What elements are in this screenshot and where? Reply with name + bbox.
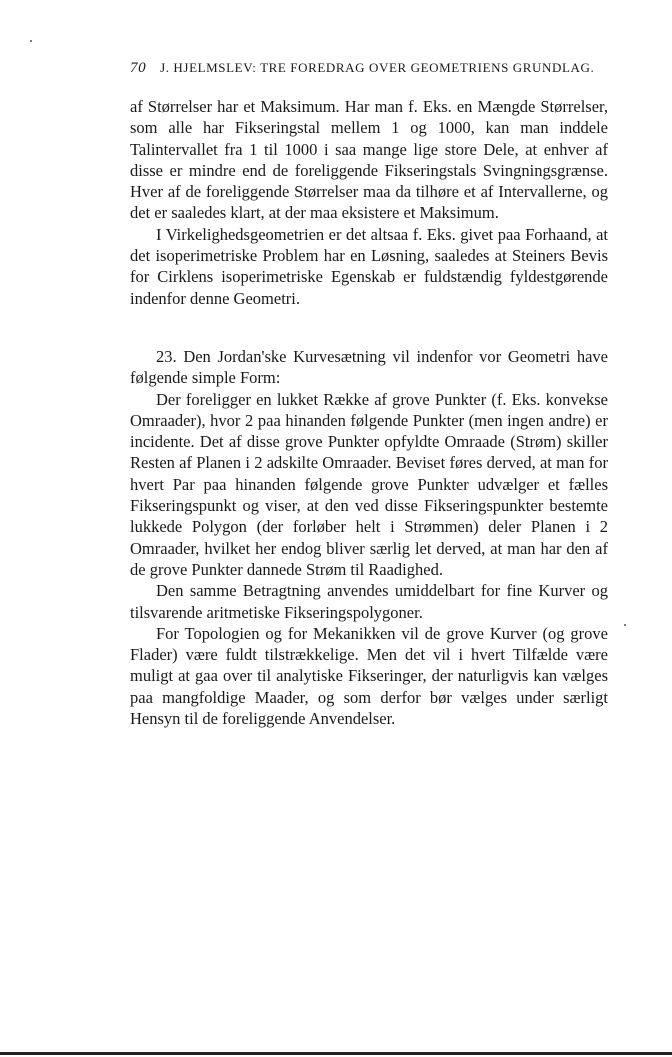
- paragraph: Den samme Betragtning anvendes umiddelbart for fine Kurver og tilsvarende aritmetiske Fikseringspolygoner.: [130, 581, 608, 622]
- scan-speck: [624, 624, 626, 626]
- paragraph: af Størrelser har et Maksimum. Har man f. Eks. en Mængde Størrelser, som alle har Fikseringstal mellem 1 og 1000, kan man inddele Talintervallet fra 1 til 1000 i saa mange lige store Dele, at enhver af disse er mindre end de foreliggende Fikseringstals Svingningsgrænse. Hver af de foreliggende Størrelser maa da tilhøre et af Intervallerne, og det er saaledes klart, at der maa eksistere et Maksimum.: [130, 97, 608, 223]
- paragraph: I Virkelighedsgeometrien er det altsaa f. Eks. givet paa Forhaand, at det isoperimetriske Problem har en Løsning, saaledes at Steiners Bevis for Cirklens isoperimetriske Egenskab er fuldstændig fyldestgørende indenfor denne Geometri.: [130, 224, 608, 308]
- scan-edge-rule: [0, 1052, 672, 1055]
- scan-speck: [30, 40, 32, 42]
- section-heading-paragraph: 23. Den Jordan'ske Kurvesætning vil indenfor vor Geometri have følgende simple Form:: [130, 347, 608, 388]
- page-header: [130, 60, 610, 82]
- text-block-top: [130, 96, 608, 309]
- paragraph: For Topologien og for Mekanikken vil de grove Kurver (og grove Flader) være fuldt tilstrækkelige. Men det vil i hvert Tilfælde være muligt at gaa over til analytiske Fikseringer, der naturligvis kan vælges paa mangfoldige Maader, og som derfor bør vælges under særligt Hensyn til de foreliggende Anvendelser.: [130, 623, 608, 729]
- text-block-section-23: [130, 346, 608, 729]
- running-head: J. HJELMSLEV: TRE FOREDRAG OVER GEOMETRIENS GRUNDLAG.: [160, 60, 595, 75]
- paragraph: Der foreligger en lukket Række af grove Punkter (f. Eks. konvekse Omraader), hvor 2 paa hinanden følgende Punkter (men ingen andre) er incidente. Det af disse grove Punkter opfyldte Omraade (Strøm) skiller Resten af Planen i 2 adskilte Omraader. Beviset føres derved, at man for hvert Par paa hinanden følgende grove Punkter udvælger et fælles Fikseringspunkt og viser, at den ved disse Fikseringspunkter bestemte lukkede Polygon (der forløber helt i Strømmen) deler Planen i 2 Omraader, hvilket her endog bliver særlig let derved, at man har den af de grove Punkter dannede Strøm til Raadighed.: [130, 389, 608, 579]
- page-number: 70: [130, 60, 147, 76]
